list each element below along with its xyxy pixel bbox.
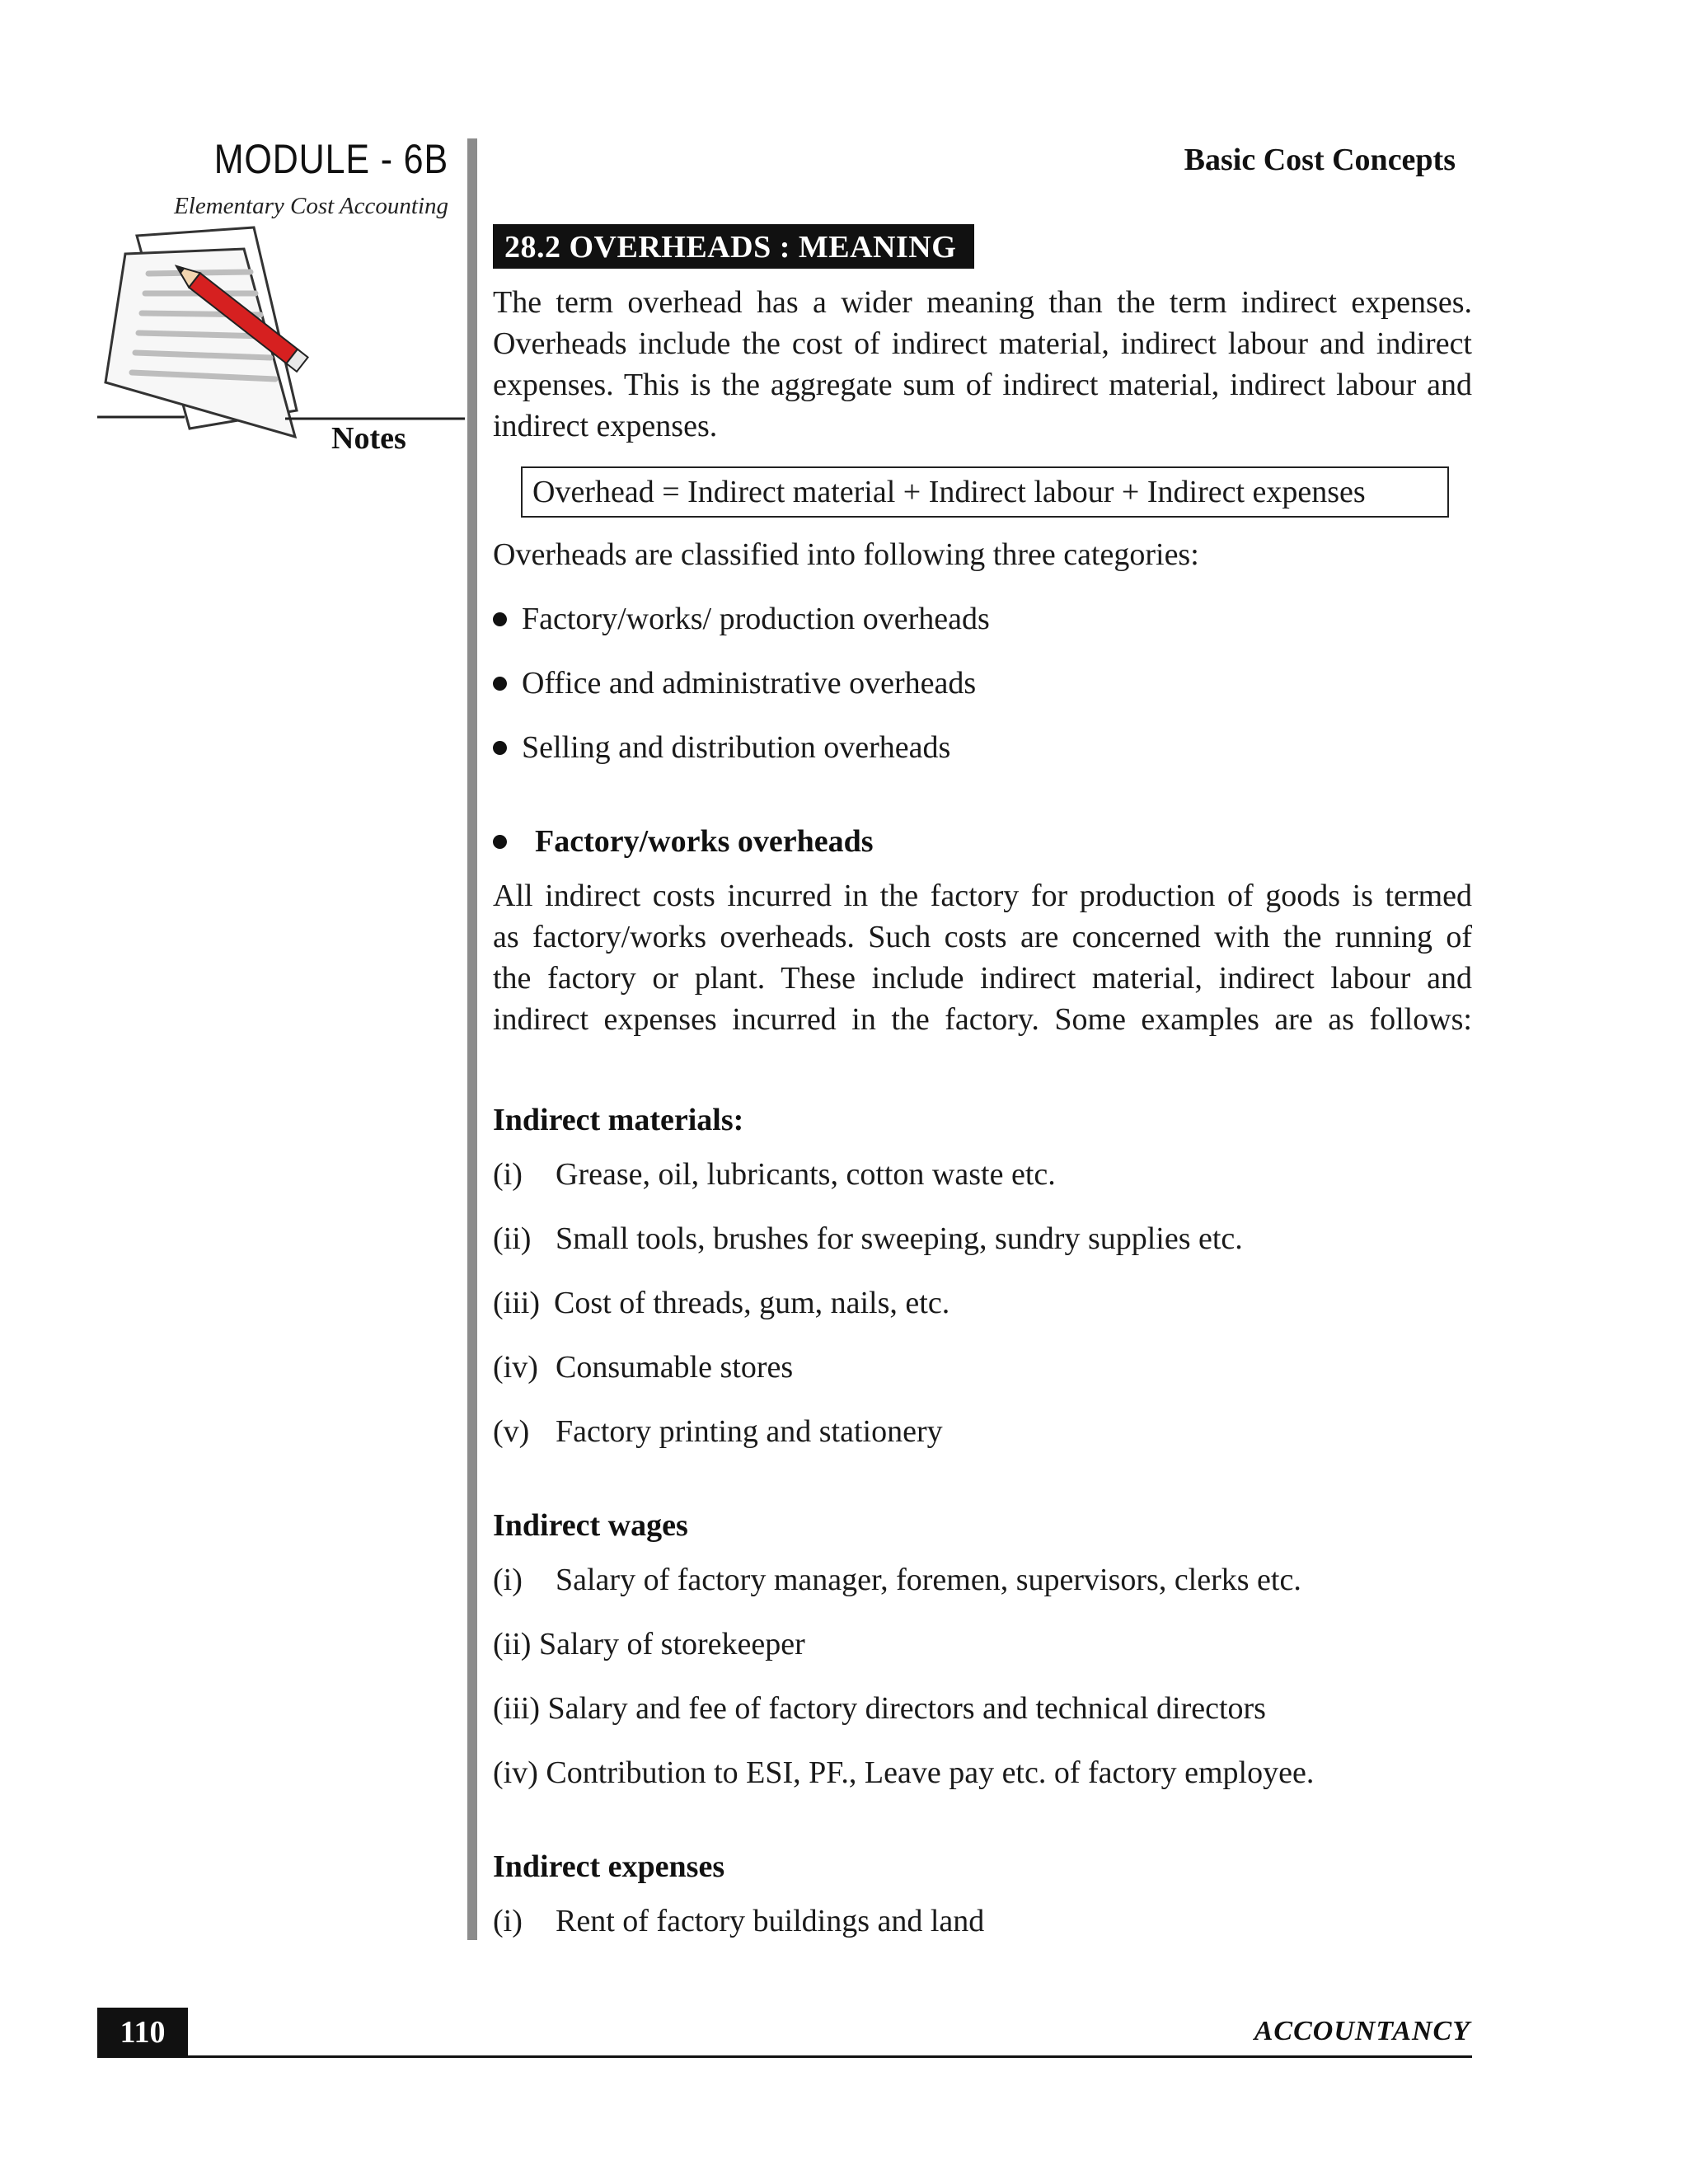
category-item: Office and administrative overheads bbox=[493, 663, 976, 704]
text-line: as factory/works overheads. Such costs are concerned with the running of bbox=[493, 920, 1472, 954]
running-title: Basic Cost Concepts bbox=[1184, 143, 1456, 177]
category-item: Factory/works/ production overheads bbox=[493, 598, 990, 640]
footer-subject: ACCOUNTANCY bbox=[1254, 2016, 1470, 2046]
formula-box: Overhead = Indirect material + Indirect labour + Indirect expenses bbox=[521, 466, 1449, 518]
text-line: indirect expenses incurred in the factory. Some examples are as follows: bbox=[493, 1002, 1472, 1037]
text-line: The term overhead has a wider meaning than the term indirect expenses. bbox=[493, 285, 1472, 320]
list-item: (ii) Small tools, brushes for sweeping, sundry supplies etc. bbox=[493, 1221, 1243, 1256]
list-item: (v) Factory printing and stationery bbox=[493, 1414, 943, 1449]
notes-label: Notes bbox=[331, 421, 406, 456]
classification-intro: Overheads are classified into following three categories: bbox=[493, 537, 1199, 572]
text-line: indirect expenses. bbox=[493, 409, 718, 443]
list-item: (i) Grease, oil, lubricants, cotton waste etc. bbox=[493, 1157, 1056, 1192]
indirect-materials-heading: Indirect materials: bbox=[493, 1103, 744, 1137]
text-line: expenses. This is the aggregate sum of indirect material, indirect labour and bbox=[493, 368, 1472, 402]
intro-paragraph bbox=[493, 282, 1472, 447]
footer-rule bbox=[97, 2055, 1472, 2058]
list-item: (ii) Salary of storekeeper bbox=[493, 1627, 805, 1661]
module-title: MODULE - 6B bbox=[213, 136, 448, 182]
bullet-icon bbox=[493, 677, 507, 691]
list-item: (iv) Consumable stores bbox=[493, 1350, 794, 1385]
indirect-wages-heading: Indirect wages bbox=[493, 1508, 688, 1543]
page-number: 110 bbox=[97, 2008, 188, 2057]
text-line: the factory or plant. These include indirect material, indirect labour and bbox=[493, 961, 1472, 996]
category-item: Selling and distribution overheads bbox=[493, 727, 950, 768]
notes-pencil-icon bbox=[97, 221, 476, 460]
list-item: (iii) Cost of threads, gum, nails, etc. bbox=[493, 1286, 950, 1320]
list-item: (iv) Contribution to ESI, PF., Leave pay etc. of factory employee. bbox=[493, 1755, 1315, 1790]
bullet-icon bbox=[493, 612, 507, 626]
module-subtitle: Elementary Cost Accounting bbox=[174, 193, 448, 219]
factory-paragraph bbox=[493, 875, 1472, 1040]
text-line: Overheads include the cost of indirect material, indirect labour and indirect bbox=[493, 326, 1472, 361]
list-item: (i) Rent of factory buildings and land bbox=[493, 1904, 985, 1938]
bullet-icon bbox=[493, 741, 507, 755]
section-heading: 28.2 OVERHEADS : MEANING bbox=[493, 224, 974, 269]
bullet-icon bbox=[493, 835, 507, 849]
indirect-expenses-heading: Indirect expenses bbox=[493, 1849, 725, 1884]
list-item: (i) Salary of factory manager, foremen, supervisors, clerks etc. bbox=[493, 1563, 1301, 1597]
margin-divider bbox=[467, 138, 477, 1940]
text-line: All indirect costs incurred in the factory for production of goods is termed bbox=[493, 879, 1472, 913]
factory-heading: Factory/works overheads bbox=[493, 821, 874, 862]
list-item: (iii) Salary and fee of factory directors and technical directors bbox=[493, 1691, 1266, 1726]
